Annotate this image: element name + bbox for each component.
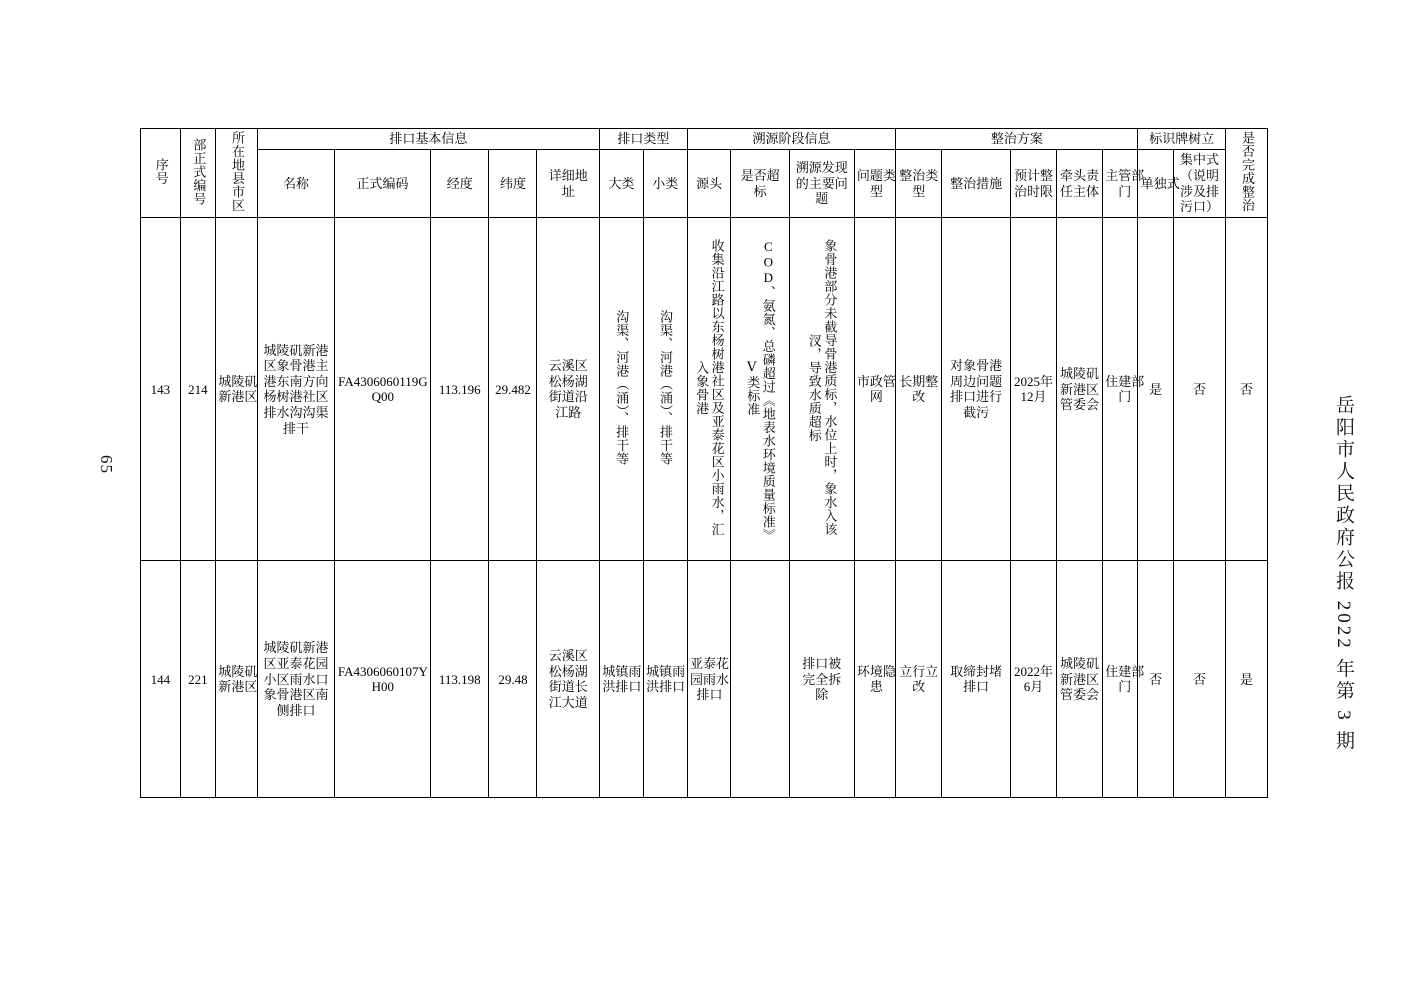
cell-seq: 143 [141,218,181,561]
cell-major: 城镇雨洪排口 [600,561,644,798]
header-code: 正式编码 [335,149,431,217]
header-done: 是否完成整治 [1226,129,1268,218]
cell-seq: 144 [141,561,181,798]
header-source: 源头 [687,149,731,217]
cell-major: 沟渠、河港（涌）、排干等 [600,218,644,561]
cell-central: 否 [1173,561,1225,798]
cell-problem: 排口被完全拆除 [789,561,854,798]
header-group-tracing-info: 溯源阶段信息 [687,129,896,150]
cell-authority: 住建部门 [1102,218,1137,561]
cell-measure: 对象骨港周边问题排口进行截污 [942,218,1011,561]
cell-lat: 29.48 [489,561,537,798]
cell-district: 城陵矶新港区 [216,218,258,561]
header-group-outlet-type: 排口类型 [600,129,688,150]
outlet-rectification-table [140,128,1268,798]
cell-problem-type: 环境隐患 [854,561,896,798]
table-header-row [141,149,1268,217]
table-row [141,561,1268,798]
cell-code: FA4306060119GQ00 [335,218,431,561]
cell-central: 否 [1173,218,1225,561]
page-number: 65 [97,455,116,474]
header-exceed: 是否超标 [731,149,789,217]
cell-deadline: 2025年 12月 [1011,218,1057,561]
table-header-group-row [141,129,1268,150]
cell-minor: 城镇雨洪排口 [643,561,687,798]
cell-address: 云溪区松杨湖街道沿江路 [537,218,600,561]
cell-lon: 113.198 [431,561,489,798]
cell-source: 亚泰花园雨水排口 [687,561,731,798]
page-footer: 岳阳市人民政府公报 2022 年第 3 期 [1333,395,1354,753]
cell-district: 城陵矶新港区 [216,561,258,798]
header-group-plan: 整治方案 [896,129,1138,150]
cell-problem-type: 市政管网 [854,218,896,561]
header-name: 名称 [257,149,334,217]
cell-responsible: 城陵矶新港区管委会 [1057,561,1103,798]
header-central: 集中式（说明涉及排污口） [1173,149,1225,217]
data-table-container [140,128,1268,798]
cell-fix-type: 立行立改 [896,561,942,798]
cell-name: 城陵矶新港区亚泰花园小区雨水口象骨港区南侧排口 [257,561,334,798]
cell-source: 收集沿江路以东杨树港社区及亚泰花区小雨水，汇入象骨港 [687,218,731,561]
cell-responsible: 城陵矶新港区管委会 [1057,218,1103,561]
cell-done: 否 [1226,218,1268,561]
cell-deadline: 2022年 6月 [1011,561,1057,798]
cell-exceed [731,561,789,798]
header-district: 所在地县市区 [216,129,258,218]
table-row [141,218,1268,561]
header-deadline: 预计整治时限 [1011,149,1057,217]
header-formal-no: 部正式编号 [180,129,215,218]
header-responsible: 牵头责任主体 [1057,149,1103,217]
cell-lon: 113.196 [431,218,489,561]
header-group-basic-info: 排口基本信息 [257,129,599,150]
cell-fix-type: 长期整改 [896,218,942,561]
cell-formal-no: 214 [180,218,215,561]
header-lat: 纬度 [489,149,537,217]
cell-minor: 沟渠、河港（涌）、排干等 [643,218,687,561]
header-problem: 溯源发现的主要问题 [789,149,854,217]
cell-name: 城陵矶新港区象骨港主港东南方向杨树港社区排水沟沟渠排干 [257,218,334,561]
cell-measure: 取缔封堵排口 [942,561,1011,798]
header-lon: 经度 [431,149,489,217]
cell-done: 是 [1226,561,1268,798]
header-problem-type: 问题类型 [854,149,896,217]
cell-lat: 29.482 [489,218,537,561]
header-measure: 整治措施 [942,149,1011,217]
header-address: 详细地址 [537,149,600,217]
cell-authority: 住建部门 [1102,561,1137,798]
header-major: 大类 [600,149,644,217]
cell-problem: 象骨港部分未截导骨港质标，水位上时，象水入该汊，导致水质超标 [789,218,854,561]
cell-address: 云溪区松杨湖街道长江大道 [537,561,600,798]
header-seq: 序号 [141,129,181,218]
cell-single: 是 [1138,218,1173,561]
cell-code: FA4306060107YH00 [335,561,431,798]
cell-formal-no: 221 [180,561,215,798]
header-fix-type: 整治类型 [896,149,942,217]
header-group-sign: 标识牌树立 [1138,129,1226,150]
cell-exceed: COD、氨氮、总磷超过《地表水环境质量标准》Ⅴ类标准 [731,218,789,561]
cell-single: 否 [1138,561,1173,798]
header-single: 单独式 [1138,149,1173,217]
header-minor: 小类 [643,149,687,217]
header-authority: 主管部门 [1102,149,1137,217]
